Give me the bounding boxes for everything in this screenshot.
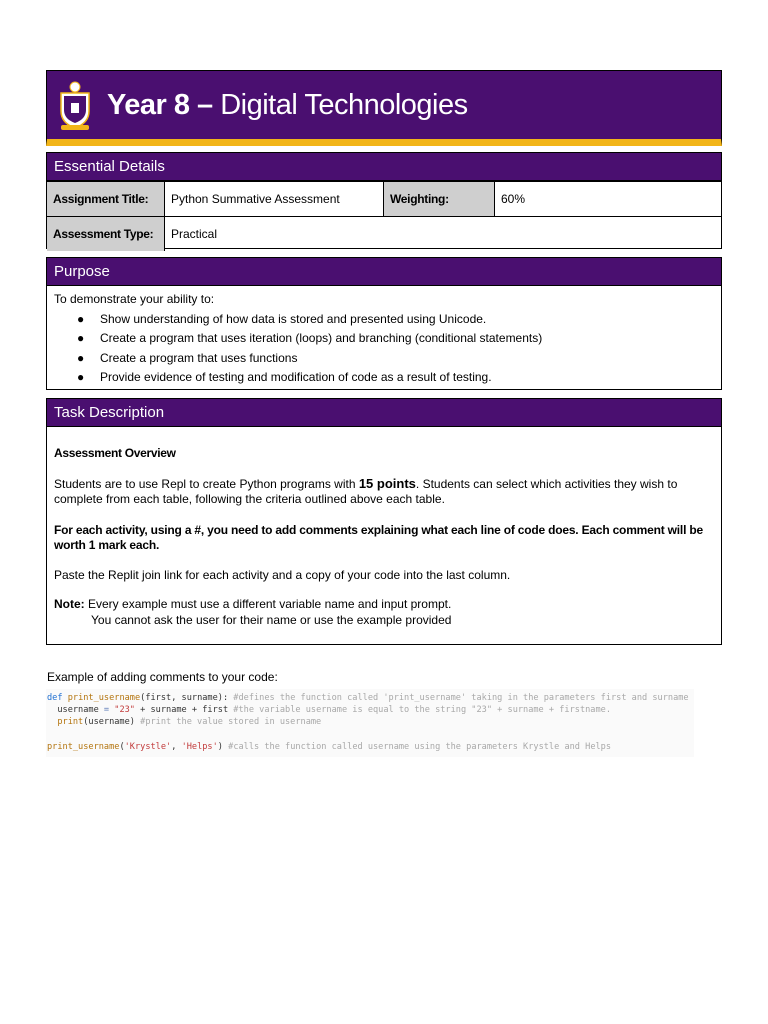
list-item: ● Create a program that uses iteration (loops) and branching (conditional statements) xyxy=(54,329,714,349)
note-line-1: Note: Every example must use a different variable name and input prompt. xyxy=(54,597,452,611)
assessment-overview-heading: Assessment Overview xyxy=(54,446,176,460)
list-item: ● Provide evidence of testing and modification of code as a result of testing. xyxy=(54,368,714,388)
assessment-type-label: Assessment Type: xyxy=(47,217,165,252)
purpose-list xyxy=(54,310,714,388)
task-description-heading: Task Description xyxy=(47,399,721,427)
code-example xyxy=(46,689,694,757)
bullet-icon: ● xyxy=(77,331,85,346)
bullet-icon: ● xyxy=(77,311,85,326)
bullet-icon: ● xyxy=(77,350,85,365)
header-banner xyxy=(46,70,722,146)
assignment-title-label: Assignment Title: xyxy=(47,182,165,217)
page-title: Year 8 – Digital Technologies xyxy=(107,89,468,121)
purpose-heading: Purpose xyxy=(47,258,721,286)
note-label: Note: xyxy=(54,597,85,611)
note-line-2: You cannot ask the user for their name or use the example provided xyxy=(91,612,452,627)
purpose-section xyxy=(46,257,722,390)
school-crest-icon xyxy=(57,79,93,133)
comments-instruction: For each activity, using a #, you need to add comments explaining what each line of code does. Each comment will be worth 1 mark each. xyxy=(54,522,703,552)
essential-details-section xyxy=(46,152,722,249)
purpose-intro: To demonstrate your ability to: xyxy=(54,292,215,306)
code-line: def print_username(first, surname): #defines the function called 'print_username' taking in the parameters first and surname xyxy=(47,693,689,703)
code-line: print(username) #print the value stored in username xyxy=(47,717,322,727)
code-line: print_username('Krystle', 'Helps') #calls the function called username using the parameters Krystle and Helps xyxy=(47,742,612,752)
example-label: Example of adding comments to your code: xyxy=(47,670,278,684)
bullet-icon: ● xyxy=(77,370,85,385)
table-row xyxy=(47,182,721,217)
weighting-label: Weighting: xyxy=(384,182,495,217)
overview-paragraph: Students are to use Repl to create Python programs with 15 points. Students can select which activities they wish to complete from each table, following the criteria outlined above each table. xyxy=(54,475,678,506)
essential-details-table xyxy=(47,181,721,251)
replit-instruction: Paste the Replit join link for each activity and a copy of your code into the last column. xyxy=(54,567,511,582)
assignment-title-value: Python Summative Assessment xyxy=(165,182,384,217)
assessment-type-value: Practical xyxy=(165,217,722,252)
list-item: ● Show understanding of how data is stored and presented using Unicode. xyxy=(54,310,714,330)
list-item: ● Create a program that uses functions xyxy=(54,349,714,369)
weighting-value: 60% xyxy=(495,182,722,217)
task-description-section xyxy=(46,398,722,645)
essential-details-heading: Essential Details xyxy=(47,153,721,181)
table-row xyxy=(47,217,721,252)
code-line: username = "23" + surname + first #the variable username is equal to the string "23" + surname + firstname. xyxy=(47,705,611,715)
